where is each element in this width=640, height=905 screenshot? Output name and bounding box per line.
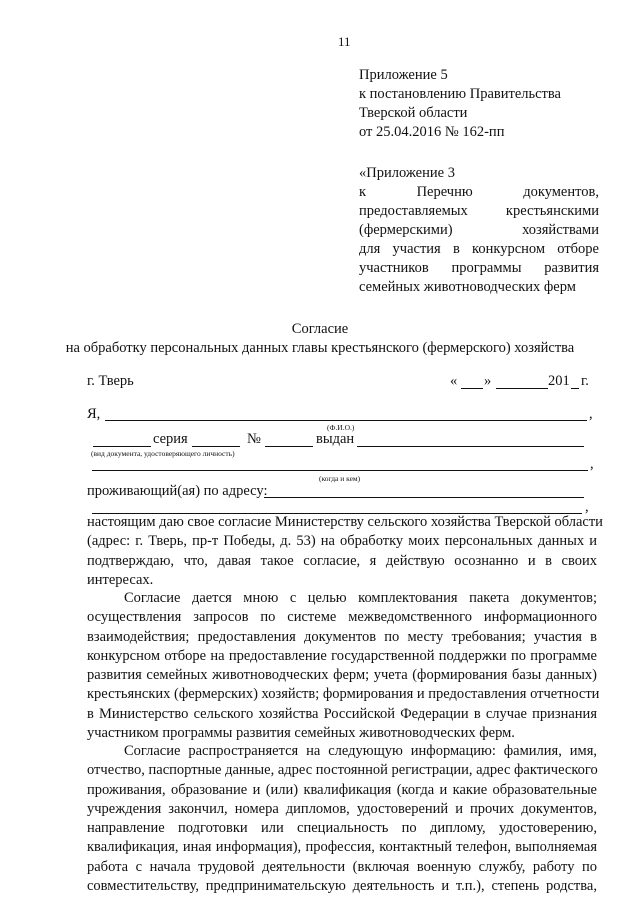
address-blank-1[interactable] [264, 497, 584, 498]
month-blank[interactable] [496, 388, 548, 389]
series-blank[interactable] [192, 446, 240, 447]
paragraph-line: настоящим даю свое согласие Министерству сельского хозяйства Тверской области [87, 514, 603, 530]
appendix-main-block [359, 66, 599, 142]
paragraph-line: развития семейных животноводческих ферм; учета (формирования базы данных) [87, 667, 597, 684]
paragraph-line: учреждения закончил, номера дипломов, удостоверений и прочих документов, [87, 800, 597, 817]
issued-label: выдан [316, 431, 355, 447]
appendix-inner-line3: предоставляемых крестьянскими [359, 203, 599, 219]
appendix-inner-line1: «Приложение 3 [359, 165, 455, 181]
paragraph-line: работа с начала трудовой деятельности (включая военную службу, работу по [87, 858, 597, 875]
when-by-comma: , [590, 456, 594, 472]
doc-type-caption: (вид документа, удостоверяющего личность) [91, 449, 235, 458]
when-by-caption: (когда и кем) [319, 474, 361, 483]
appendix-inner-line2: к Перечню документов, [359, 184, 599, 200]
paragraph-line: интересах. [87, 571, 154, 588]
appendix-main-line2: к постановлению Правительства [359, 86, 561, 102]
year-suffix: г. [581, 373, 589, 389]
paragraph-scope [87, 742, 597, 896]
issued-blank[interactable] [357, 446, 584, 447]
paragraph-line: Согласие дается мною с целью комплектования пакета документов; [124, 590, 597, 606]
number-label: № [247, 431, 261, 447]
appendix-inner-line7: семейных животноводческих ферм [359, 279, 576, 295]
paragraph-line: проживания, образование и (или) квалификация (когда и какие образовательные [87, 781, 597, 798]
page-number: 11 [338, 34, 351, 49]
document-title: Согласие [291, 321, 349, 337]
paragraph-consent [87, 513, 603, 590]
address-label: проживающий(ая) по адресу: [87, 483, 268, 499]
fio-blank[interactable] [105, 420, 587, 421]
paragraph-line: (адрес: г. Тверь, пр-т Победы, д. 53) на обработку моих персональных данных и [87, 533, 597, 550]
year-prefix: 201 [548, 373, 570, 389]
address-comma: , [585, 499, 589, 515]
number-blank[interactable] [265, 446, 313, 447]
paragraph-line: взаимодействия; предоставления документов по месту требования; участия в [87, 628, 597, 645]
paragraph-line: осуществления запросов по системе межведомственного информационного [87, 609, 597, 626]
appendix-main-line3: Тверской области [359, 105, 468, 121]
paragraph-line: отчество, паспортные данные, адрес постоянной регистрации, адрес фактического [87, 762, 598, 779]
document-subtitle: на обработку персональных данных главы крестьянского (фермерского) хозяйства [65, 340, 575, 356]
series-label: серия [153, 431, 188, 447]
year-blank[interactable] [571, 388, 579, 389]
paragraph-line: крестьянских (фермерских) хозяйств; формирования и предоставления отчетности [87, 686, 600, 703]
paragraph-line: конкурсном отборе на предоставление государственной поддержки по программе [87, 647, 597, 664]
ya-label: Я, [87, 406, 101, 422]
paragraph-purpose [87, 589, 600, 743]
doc-type-blank[interactable] [93, 446, 151, 447]
paragraph-line: Согласие распространяется на следующую информацию: фамилия, имя, [124, 743, 597, 759]
day-blank[interactable] [461, 388, 483, 389]
fio-comma: , [589, 406, 593, 422]
appendix-inner-line6: участников программы развития [359, 260, 599, 276]
appendix-inner-line5: для участия в конкурсном отборе [359, 241, 599, 257]
date-close-quote: » [484, 373, 492, 389]
appendix-main-line4: от 25.04.2016 № 162-пп [359, 124, 505, 140]
appendix-main-line1: Приложение 5 [359, 67, 448, 83]
paragraph-line: квалификация, иная информация), профессия, контактный телефон, выполняемая [87, 839, 597, 856]
appendix-inner-block [359, 164, 599, 297]
city-label: г. Тверь [87, 373, 134, 389]
appendix-inner-line4: (фермерскими) хозяйствами [359, 222, 599, 238]
date-open-quote: « [450, 373, 458, 389]
fio-caption: (Ф.И.О.) [327, 423, 355, 432]
paragraph-line: участником программы развития семейных животноводческих ферм. [87, 725, 515, 742]
paragraph-line: направление подготовки или специальность по диплому, удостоверению, [87, 820, 597, 837]
when-by-blank[interactable] [92, 470, 588, 471]
paragraph-line: подтверждаю, что, давая такое согласие, я действую осознанно и в своих [87, 552, 597, 569]
paragraph-line: в Министерство сельского хозяйства Российской Федерации в случае признания [87, 705, 597, 722]
paragraph-line: совместительству, предпринимательскую деятельность и т.п.), степень родства, [87, 878, 597, 895]
